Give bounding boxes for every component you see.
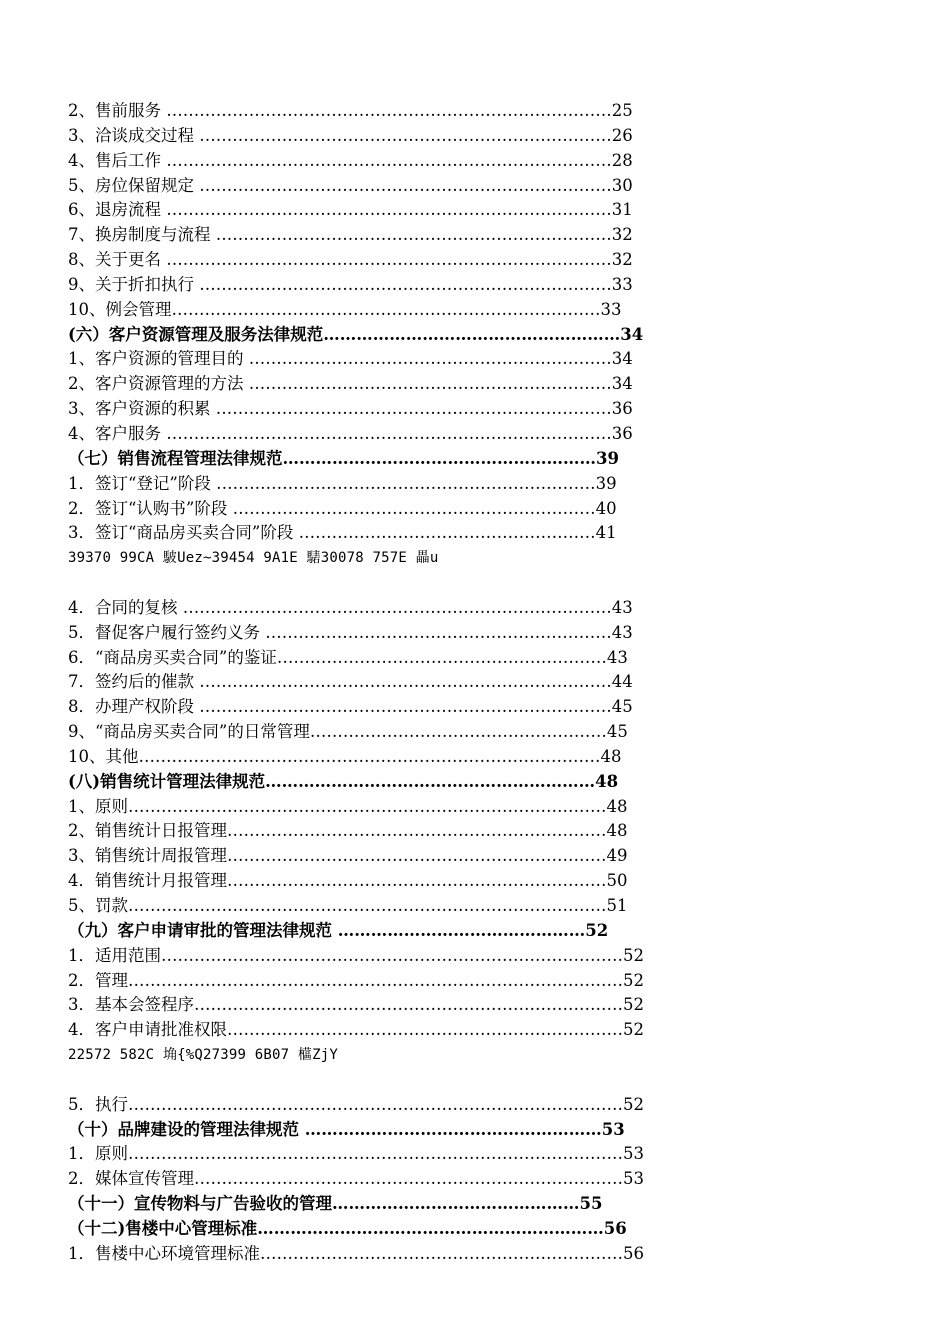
toc-entry: 1．原则………………………………………………………………………………53 xyxy=(68,1144,644,1164)
toc-entry: 2、客户资源管理的方法 …………………………………………………………34 xyxy=(68,374,633,394)
toc-section-heading: （七）销售流程管理法律规范…………………………………………………39 xyxy=(68,448,619,468)
toc-entry: 2．管理………………………………………………………………………………52 xyxy=(68,970,644,990)
toc-section-heading: （九）客户申请审批的管理法律规范 ………………………………………52 xyxy=(68,920,609,940)
toc-entry: 3．基本会签程序……………………………………………………………………52 xyxy=(68,995,644,1015)
toc-entry: 8．办理产权阶段 …………………………………………………………………45 xyxy=(68,697,633,717)
toc-entry: 9、关于折扣执行 …………………………………………………………………33 xyxy=(68,274,633,294)
toc-entry: 5．督促客户履行签约义务 ………………………………………………………43 xyxy=(68,622,633,642)
toc-entry: 6、退房流程 ………………………………………………………………………31 xyxy=(68,200,633,220)
toc-entry: 1．签订“登记”阶段 ……………………………………………………………39 xyxy=(68,473,617,493)
toc-section-heading: （十二)售楼中心管理标准………………………………………………………56 xyxy=(68,1218,627,1238)
toc-entry: 1、原则……………………………………………………………………………48 xyxy=(68,796,628,816)
toc-entry: 4．客户申请批准权限………………………………………………………………52 xyxy=(68,1020,644,1040)
toc-entry: 1．售楼中心环境管理标准…………………………………………………………56 xyxy=(68,1243,644,1263)
toc-section-heading: (六）客户资源管理及服务法律规范………………………………………………34 xyxy=(68,324,644,344)
toc-entry xyxy=(68,571,888,596)
toc-entry: 5、房位保留规定 …………………………………………………………………30 xyxy=(68,175,633,195)
toc-entry: 7．签约后的催款 …………………………………………………………………44 xyxy=(68,672,633,692)
toc-entry: 6．“商品房买卖合同”的鉴证……………………………………………………43 xyxy=(68,647,628,667)
toc-section-heading: （十）品牌建设的管理法律规范 ………………………………………………53 xyxy=(68,1119,625,1139)
toc-entry: 2．媒体宣传管理……………………………………………………………………53 xyxy=(68,1169,644,1189)
toc-entry: 7、换房制度与流程 ………………………………………………………………32 xyxy=(68,225,633,245)
toc-section-heading: （十一）宣传物料与广告验收的管理………………………………………55 xyxy=(68,1194,603,1214)
toc-entry: 22572 582C 埆{%Q27399 6B07 櫙ZjY xyxy=(68,1047,339,1064)
toc-entry: 39370 99CA 駊Uez~39454 9A1E 騞30078 757E 畾u xyxy=(68,550,439,567)
toc-entry: 3、洽谈成交过程 …………………………………………………………………26 xyxy=(68,125,633,145)
toc-entry: 2．签订“认购书”阶段 …………………………………………………………40 xyxy=(68,498,617,518)
toc-entry: 4、客户服务 ………………………………………………………………………36 xyxy=(68,423,633,443)
toc-entry: 1、客户资源的管理目的 …………………………………………………………34 xyxy=(68,349,633,369)
toc-entry: 10、其他…………………………………………………………………………48 xyxy=(68,746,622,766)
toc-entry: 5．执行………………………………………………………………………………52 xyxy=(68,1094,644,1114)
toc-entry: 4．合同的复核 ……………………………………………………………………43 xyxy=(68,597,633,617)
table-of-contents xyxy=(68,99,888,1267)
toc-entry: 3、销售统计周报管理……………………………………………………………49 xyxy=(68,846,628,866)
toc-entry xyxy=(68,1068,888,1093)
toc-entry: 4、售后工作 ………………………………………………………………………28 xyxy=(68,150,633,170)
toc-entry: 2、售前服务 ………………………………………………………………………25 xyxy=(68,101,633,120)
toc-entry: 3、客户资源的积累 ………………………………………………………………36 xyxy=(68,399,633,419)
toc-entry: 2、销售统计日报管理……………………………………………………………48 xyxy=(68,821,628,841)
toc-entry: 10、例会管理……………………………………………………………………33 xyxy=(68,299,622,319)
toc-entry: 5、罚款……………………………………………………………………………51 xyxy=(68,896,628,915)
toc-entry: 1．适用范围…………………………………………………………………………52 xyxy=(68,945,644,965)
toc-entry: 9、“商品房买卖合同”的日常管理………………………………………………45 xyxy=(68,722,628,742)
toc-entry: 3．签订“商品房买卖合同”阶段 ………………………………………………41 xyxy=(68,523,617,543)
toc-entry: 8、关于更名 ………………………………………………………………………32 xyxy=(68,250,633,270)
toc-section-heading: (八)销售统计管理法律规范……………………………………………………48 xyxy=(68,771,619,791)
toc-entry: 4．销售统计月报管理……………………………………………………………50 xyxy=(68,871,628,891)
